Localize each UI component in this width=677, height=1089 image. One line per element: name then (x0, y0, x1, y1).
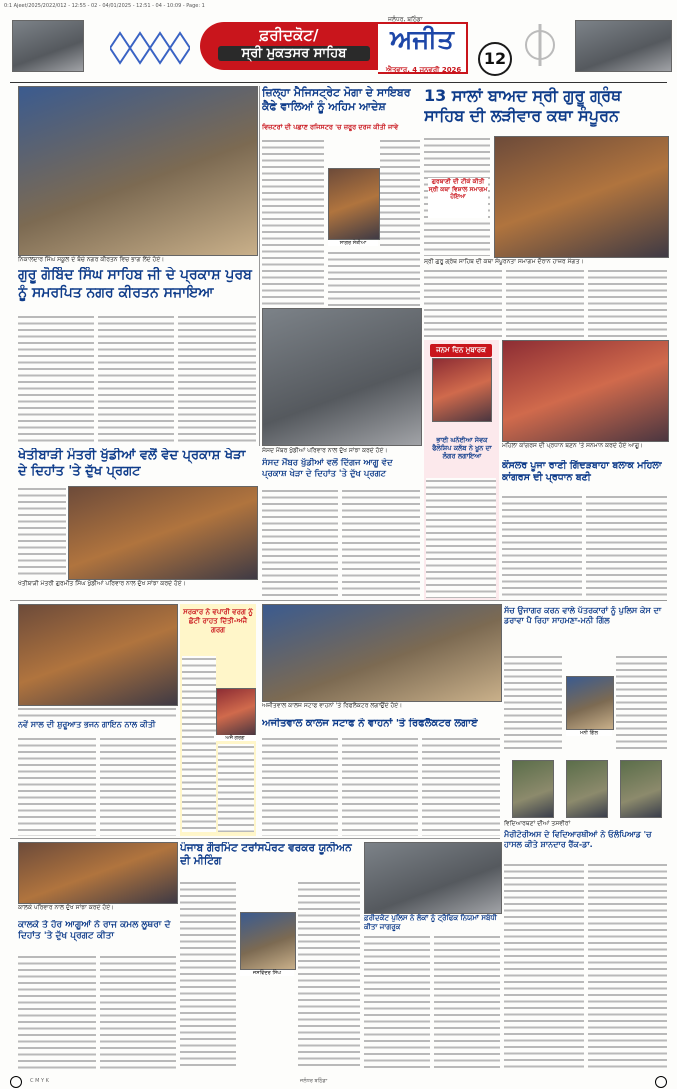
mahila-congress-caption: ਮਹਿਲਾ ਕਾਂਗਰਸ ਦੀ ਪ੍ਰਧਾਨ ਬਣਨ 'ਤੇ ਸਨਮਾਨ ਕਰਦੇ ਹੋਏ ਆਗੂ। (502, 442, 644, 449)
sansad-caption: ਸੰਸਦ ਮੈਂਬਰ ਖੁੱਡੀਆਂ ਪਰਿਵਾਰ ਨਾਲ ਦੁੱਖ ਸਾਂਝਾ ਕਰਦੇ ਹੋਏ। (262, 447, 388, 454)
kaunke-photo (18, 842, 178, 904)
olympiad-photo-2 (566, 760, 608, 818)
sarkar-portrait (216, 688, 256, 736)
khuddian-caption: ਖੇਤੀਬਾੜੀ ਮੰਤਰੀ ਗੁਰਮੀਤ ਸਿੰਘ ਖੁੱਡੀਆਂ ਪਰਿਵਾਰ ਨਾਲ ਦੁੱਖ ਸਾਂਝਾ ਕਰਦੇ ਹੋਏ। (18, 580, 186, 587)
nagar-kirtan-body-col2 (98, 314, 174, 444)
transport-portrait-caption: ਜਸਵਿੰਦਰ ਸਿੰਘ (240, 970, 294, 976)
reflector-body-col2 (342, 736, 418, 836)
sansad-body-col1 (262, 488, 338, 596)
nagar-kirtan-headline: ਗੁਰੂ ਗੋਬਿੰਦ ਸਿੰਘ ਸਾਹਿਬ ਜੀ ਦੇ ਪ੍ਰਕਾਸ਼ ਪੁਰਬ ਨੂੰ ਸਮਰਪਿਤ ਨਗਰ ਕੀਰਤਨ ਸਜਾਇਆ (18, 267, 252, 301)
katha-pull-quote: ਗੁਰਬਾਣੀ ਦੀ ਟੀਕੇ ਕੀਤੀ ਸ੍ਰੀ ਕਥਾ ਵਿਸ਼ਾਲ ਸਮਾਗਮ ਹੋਇਆ (428, 178, 488, 200)
traffic-body-col2 (434, 934, 500, 1070)
reflector-photo (262, 604, 502, 702)
police-body-col1 (504, 654, 562, 752)
olympiad-photo-3 (620, 760, 662, 818)
footer-center: ਜਲੰਧਰ ਬਠਿੰਡਾ (300, 1078, 328, 1084)
katha-body-col4 (588, 268, 667, 338)
traffic-photo (364, 842, 502, 914)
sarkar-body-col1 (182, 656, 216, 832)
bhajan-body-col1 (18, 736, 96, 836)
page-number: 12 (478, 42, 512, 76)
olympiad-body-col1 (504, 862, 584, 1070)
kaunke-caption: ਕਾਲਕੇ ਪਰਿਵਾਰ ਨਾਲ ਦੁੱਖ ਸਾਂਝਾ ਕਰਦੇ ਹੋਏ। (18, 904, 115, 911)
transport-headline: ਪੰਜਾਬ ਗੌਰਮਿੰਟ ਟਰਾਂਸਪੋਰਟ ਵਰਕਰ ਯੂਨੀਅਨ ਦੀ ਮੀਟਿੰਗ (180, 842, 352, 868)
olympiad-body-col2 (588, 862, 667, 1070)
mahila-congress-headline: ਕੌਂਸਲਰ ਪੂਜਾ ਰਾਣੀ ਗਿੱਦੜਬਾਹਾ ਬਲਾਕ ਮਹਿਲਾ ਕਾਂਗਰਸ ਦੀ ਪ੍ਰਧਾਨ ਬਣੀ (502, 460, 662, 483)
khuddian-photo (68, 486, 258, 580)
masthead-photo-right (575, 20, 672, 72)
masthead-photo-left (12, 20, 84, 72)
column-divider (259, 86, 260, 446)
sarkar-headline: ਸਰਕਾਰ ਨੇ ਵਪਾਰੀ ਵਰਗ ਨੂੰ ਛੋਟੀ ਰਾਹਤ ਦਿੱਤੀ-ਅਜੈ ਗਰਗ (183, 608, 253, 634)
cyber-cafe-portrait-caption: ਸਾਗਰ ਸੇਤੀਆ (328, 240, 378, 246)
footer-color-bar: C M Y K (30, 1078, 49, 1084)
kaunke-body-col1 (18, 954, 96, 1070)
traffic-headline: ਫ਼ਰੀਦਕੋਟ ਪੁਲਿਸ ਨੇ ਲੋਕਾਂ ਨੂੰ ਟ੍ਰੈਫਿਕ ਨਿਯਮਾਂ ਸਬੰਧੀ ਕੀਤਾ ਜਾਗਰੂਕ (364, 914, 497, 931)
bhajan-caption-lines (18, 706, 176, 718)
reflector-body-col3 (422, 736, 500, 836)
row-divider (10, 600, 667, 601)
olympiad-photo-1 (512, 760, 554, 818)
sarkar-portrait-caption: ਅਜੈ ਗਰਗ (214, 735, 256, 741)
cities-line: ਜਲੰਧਰ, ਬਠਿੰਡਾ (388, 16, 423, 23)
registration-mark-icon (10, 1076, 22, 1088)
reflector-caption: ਅਜੀਤਵਾਲ ਕਾਲਜ ਸਟਾਫ ਵਾਹਨਾਂ 'ਤੇ ਰਿਫਲੈਕਟਰ ਲਗਾਉਂਦੇ ਹੋਏ। (262, 702, 403, 709)
mahila-congress-body-col1 (502, 494, 582, 598)
transport-portrait (240, 912, 296, 970)
footer (0, 1074, 677, 1089)
janam-din-headline: ਭਾਈ ਘਨੱਈਆ ਸੇਵਕ ਫੈਲੋਸ਼ਿਪ ਕਲੱਬ ਨੇ ਖੂਨ ਦਾ ਲੰਗਰ ਲਗਾਇਆ (432, 436, 492, 461)
police-body-col2 (616, 654, 667, 752)
cyber-cafe-body-col2 (328, 250, 420, 308)
sansad-headline: ਸੰਸਦ ਮੈਂਬਰ ਖੁੱਡੀਆਂ ਵਲੋਂ ਦਿੱਗਜ ਆਗੂ ਵੇਦ ਪ੍ਰਕਾਸ਼ ਖੇੜਾ ਦੇ ਦਿਹਾਂਤ 'ਤੇ ਦੁੱਖ ਪ੍ਰਗਟ (262, 458, 393, 479)
olympiad-headline: ਮੈਰੀਟੋਰੀਅਸ ਦੇ ਵਿਦਿਆਰਥੀਆਂ ਨੇ ਓਲੰਪਿਆਡ 'ਚ ਹਾਸਲ ਕੀਤੇ ਸ਼ਾਨਦਾਰ ਰੈਂਕ-ਡਾ. (504, 830, 652, 849)
sarkar-body-col2 (218, 744, 254, 832)
katha-body-col2 (424, 268, 502, 338)
cyber-cafe-portrait (328, 168, 380, 240)
bhajan-body-col2 (100, 736, 176, 836)
bhajan-photo (18, 604, 178, 706)
cyber-cafe-body-col3 (380, 138, 420, 248)
katha-caption: ਸ੍ਰੀ ਗੁਰੂ ਗ੍ਰੰਥ ਸਾਹਿਬ ਦੀ ਕਥਾ ਸੰਪੂਰਨਤਾ ਸਮਾਗਮ ਦੌਰਾਨ ਹਾਜ਼ਰ ਸੰਗਤ। (424, 258, 584, 265)
nagar-kirtan-body-col1 (18, 314, 94, 444)
police-headline: ਸੱਚ ਉਜਾਗਰ ਕਰਨ ਵਾਲੇ ਪੱਤਰਕਾਰਾਂ ਨੂੰ ਪੁਲਿਸ ਕੇਸ ਦਾ ਡਰਾਵਾ ਪੈ ਰਿਹਾ ਸਾਹਮਣਾ-ਮਨੀ ਗਿੱਲ (504, 606, 662, 625)
katha-photo (494, 136, 669, 258)
olympiad-caption: ਵਿਦਿਆਰਥਣਾਂ ਦੀਆਂ ਤਸਵੀਰਾਂ (504, 820, 571, 827)
transport-body-col1 (180, 880, 236, 1070)
masthead-divider (10, 82, 667, 83)
police-portrait (566, 676, 614, 730)
transport-body-col2 (298, 880, 360, 1070)
police-portrait-caption: ਮਨੀ ਗਿੱਲ (566, 730, 612, 736)
mahila-congress-body-col2 (586, 494, 667, 598)
reflector-body-col1 (262, 736, 338, 836)
sansad-photo (262, 308, 422, 446)
nagar-kirtan-body-col3 (178, 314, 256, 444)
janam-din-photo (432, 358, 492, 422)
print-info-strip: 0:1 Ajeet/2025/2022/012 - 12:55 - 02 - 04/01/2025 - 12:51 - 04 - 10:09 - Page: 1 (4, 3, 205, 9)
registration-mark-icon (655, 1076, 667, 1088)
edition-line2: ਸ੍ਰੀ ਮੁਕਤਸਰ ਸਾਹਿਬ (218, 46, 370, 61)
kaunke-body-col2 (100, 954, 176, 1070)
mahila-congress-photo (502, 340, 669, 442)
katha-body-col3 (506, 268, 584, 338)
bhajan-headline: ਨਵੇਂ ਸਾਲ ਦੀ ਸ਼ੁਰੂਆਤ ਭਜਨ ਗਾਇਨ ਨਾਲ ਕੀਤੀ (18, 720, 156, 729)
edition-line1: ਫ਼ਰੀਦਕੋਟ/ (259, 26, 319, 44)
katha-pullquote-box (428, 178, 488, 218)
khanda-watermark-icon (520, 20, 560, 70)
ornament-icon (110, 28, 190, 68)
traffic-body-col1 (364, 934, 430, 1070)
kaunke-headline: ਕਾਲਕੇ ਤੇ ਹੋਰ ਆਗੂਆਂ ਨੇ ਰਾਜ ਕਮਲ ਲੂਥਰਾ ਦੇ ਦਿਹਾਂਤ 'ਤੇ ਦੁੱਖ ਪ੍ਰਗਟ ਕੀਤਾ (18, 920, 171, 942)
sansad-body-col2 (342, 488, 420, 596)
nagar-kirtan-caption: ਨਿਕਾਲਦਾਰ ਸਿੰਘ ਸਕੂਲ ਦੇ ਬੱਚੇ ਨਗਰ ਕੀਰਤਨ ਵਿਚ ਭਾਗ ਲੈਂਦੇ ਹੋਏ। (18, 256, 165, 263)
katha-headline: 13 ਸਾਲਾਂ ਬਾਅਦ ਸ੍ਰੀ ਗੁਰੂ ਗ੍ਰੰਥ ਸਾਹਿਬ ਦੀ ਲੜੀਵਾਰ ਕਥਾ ਸੰਪੂਰਨ (424, 86, 622, 125)
masthead (0, 16, 677, 78)
cyber-cafe-body-col1 (262, 138, 324, 308)
edition-box (200, 22, 378, 70)
nagar-kirtan-photo (18, 86, 258, 256)
logo: ਅਜੀਤ (390, 25, 454, 55)
khuddian-body-col1 (18, 486, 66, 578)
row-divider-2 (10, 838, 500, 839)
cyber-cafe-headline: ਜ਼ਿਲ੍ਹਾ ਮੈਜਿਸਟ੍ਰੇਟ ਮੋਗਾ ਦੇ ਸਾਇਬਰ ਕੈਫੇ ਵਾਲਿਆਂ ਨੂੰ ਅਹਿਮ ਆਦੇਸ਼ (262, 86, 411, 113)
janam-din-badge: ਜਨਮ ਦਿਨ ਮੁਬਾਰਕ (430, 344, 492, 357)
reflector-headline: ਅਜੀਤਵਾਲ ਕਾਲਜ ਸਟਾਫ ਨੇ ਵਾਹਨਾਂ 'ਤੇ ਰਿਫਲੈਕਟਰ ਲਗਾਏ (262, 718, 478, 729)
khuddian-headline: ਖੇਤੀਬਾੜੀ ਮੰਤਰੀ ਖੁੱਡੀਆਂ ਵਲੋਂ ਵੇਦ ਪ੍ਰਕਾਸ਼ ਖੇੜਾ ਦੇ ਦਿਹਾਂਤ 'ਤੇ ਦੁੱਖ ਪ੍ਰਗਟ (18, 448, 246, 480)
issue-date: ਐਤਵਾਰ, 4 ਜਨਵਰੀ 2026 (386, 66, 462, 74)
janam-din-body (426, 478, 496, 598)
cyber-cafe-subhead: ਵਿਜ਼ਟਰਾਂ ਦੀ ਪਛਾਣ ਰਜਿਸਟਰ 'ਚ ਜ਼ਰੂਰ ਦਰਜ ਕੀਤੀ ਜਾਵੇ (262, 123, 399, 131)
